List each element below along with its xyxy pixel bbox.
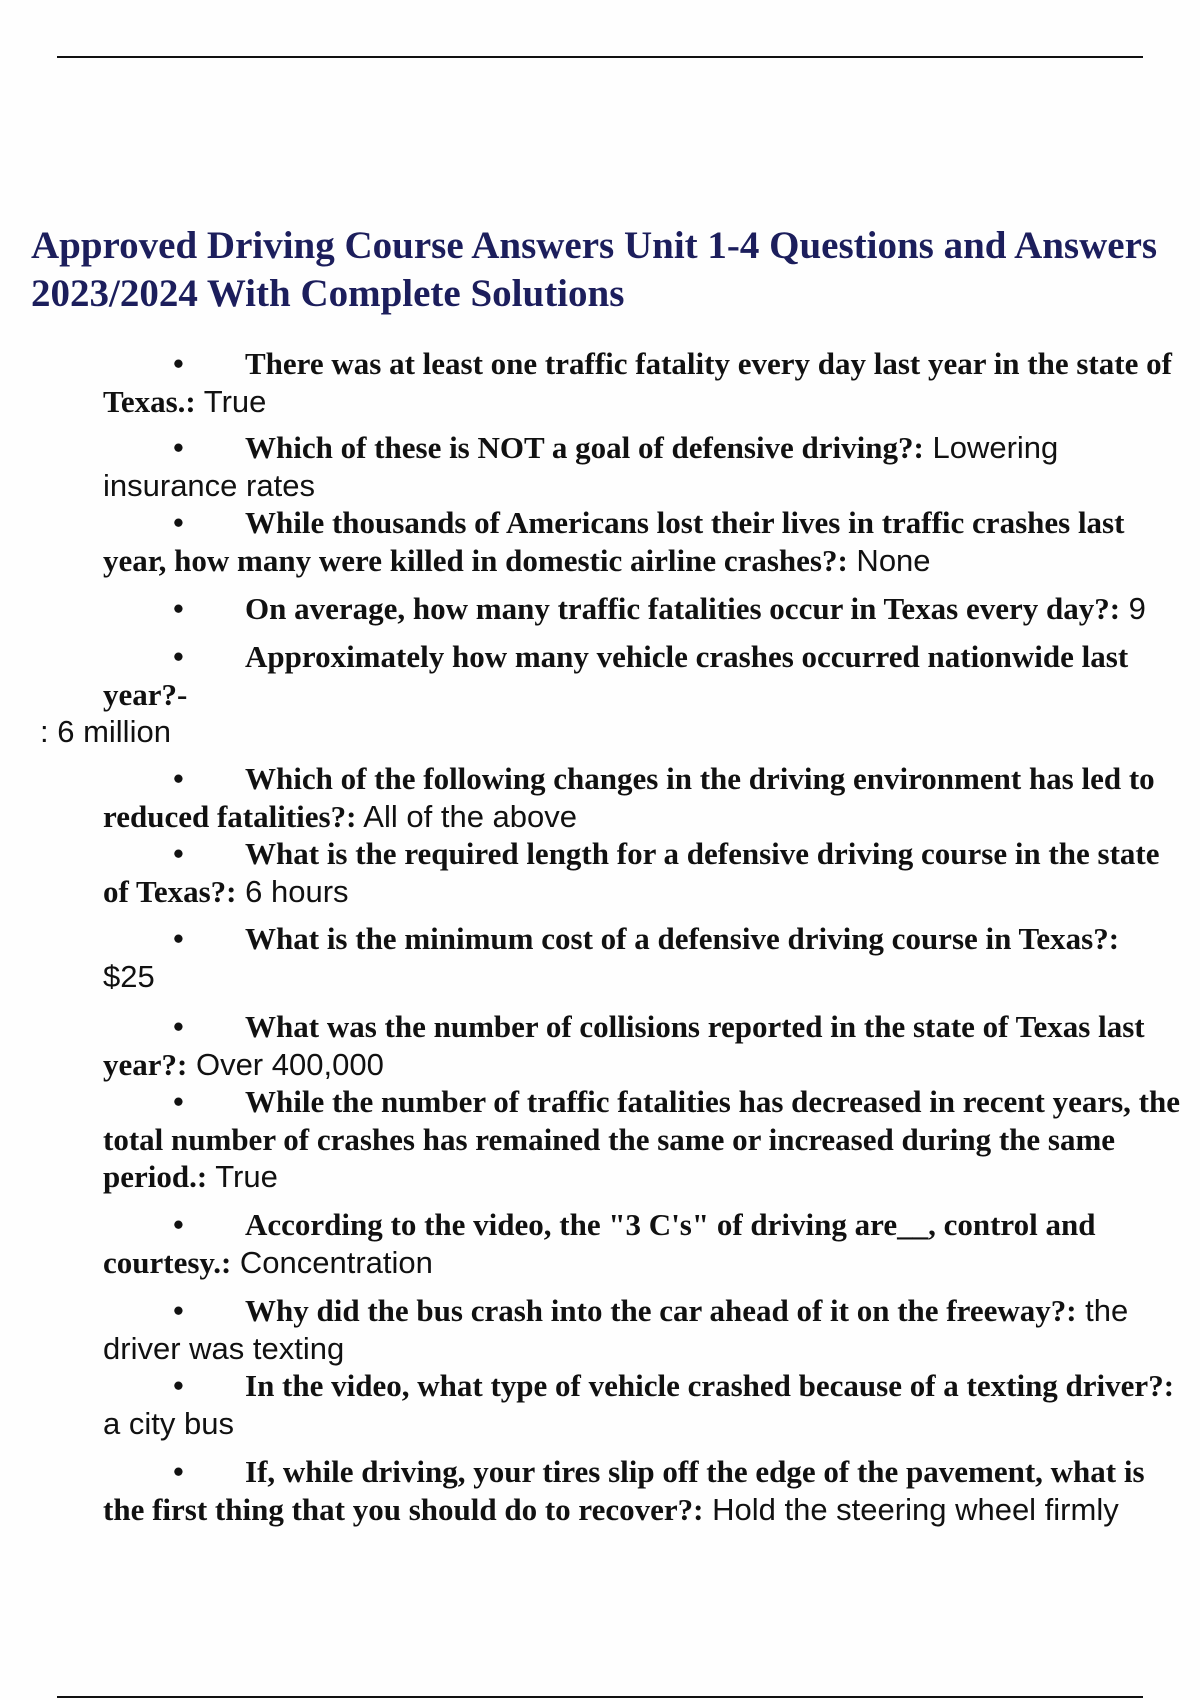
bullet: •: [173, 430, 184, 465]
question-text: What was the number of collisions reported in the state of Texas last year?:: [103, 1009, 1145, 1082]
bullet: •: [173, 1368, 184, 1403]
bullet: •: [173, 836, 184, 871]
list-item: [103, 429, 1193, 504]
bullet: •: [173, 921, 184, 956]
question-text: While thousands of Americans lost their lives in traffic crashes last year, how many were killed in domestic airline crashes?:: [103, 505, 1125, 578]
answer-text: : 6 million: [40, 714, 171, 749]
list-item: [103, 1083, 1193, 1196]
answer-text: None: [847, 542, 931, 578]
answer-text: True: [207, 1159, 278, 1194]
bullet: •: [173, 591, 184, 626]
bullet: •: [173, 639, 184, 674]
answer-text: the driver was texting: [103, 1293, 1129, 1366]
answer-text: a city bus: [103, 1405, 234, 1441]
question-text: Approximately how many vehicle crashes occurred nationwide last year?-: [103, 639, 1129, 712]
list-item: [103, 1292, 1193, 1367]
answer-text: 9: [1120, 591, 1146, 626]
list-item: [103, 835, 1193, 910]
question-text: Which of these is NOT a goal of defensive driving?:: [245, 430, 924, 465]
answer-text: True: [195, 383, 267, 419]
list-item: [103, 345, 1193, 420]
question-text: If, while driving, your tires slip off the edge of the pavement, what is the first thing that you should do to recover?:: [103, 1454, 1145, 1527]
answer-text: Hold the steering wheel firmly: [703, 1491, 1119, 1527]
bullet: •: [173, 1009, 184, 1044]
question-text: What is the minimum cost of a defensive driving course in Texas?:: [245, 921, 1120, 956]
bullet: •: [173, 1084, 184, 1119]
question-text: Why did the bus crash into the car ahead of it on the freeway?:: [245, 1293, 1077, 1328]
question-text: On average, how many traffic fatalities occur in Texas every day?:: [245, 591, 1121, 626]
list-item: [103, 1008, 1193, 1083]
answer-text: 6 hours: [236, 873, 349, 909]
answer-text: $25: [103, 958, 155, 994]
bullet: •: [173, 346, 184, 381]
bullet: •: [173, 1454, 184, 1489]
bullet: •: [173, 505, 184, 540]
answer-text: Lowering insurance rates: [103, 430, 1059, 503]
bullet: •: [173, 761, 184, 796]
title-line: Approved Driving Course Answers Unit 1-4 Questions and Answers: [31, 224, 1158, 267]
list-item: [103, 1206, 1193, 1281]
list-item: [103, 1453, 1193, 1528]
list-item: [103, 920, 1193, 995]
question-text: What is the required length for a defensive driving course in the state of Texas?:: [103, 836, 1160, 909]
question-text: While the number of traffic fatalities has decreased in recent years, the total number of crashes has remained the same or increased during the same period.:: [103, 1084, 1180, 1194]
bullet: •: [173, 1207, 184, 1242]
bullet: •: [173, 1293, 184, 1328]
question-text: Which of the following changes in the driving environment has led to reduced fatalities?:: [103, 761, 1155, 834]
list-item: [103, 504, 1193, 579]
question-text: There was at least one traffic fatality every day last year in the state of Texas.:: [103, 346, 1172, 419]
answer-text: Concentration: [231, 1244, 433, 1280]
bottom-rule: [57, 1696, 1143, 1698]
list-item: [103, 590, 1193, 628]
list-item: [103, 1367, 1193, 1442]
question-text: According to the video, the "3 C's" of driving are__, control and courtesy.:: [103, 1207, 1096, 1280]
list-item: [103, 760, 1193, 835]
list-item: [40, 638, 1193, 749]
question-text: In the video, what type of vehicle crashed because of a texting driver?:: [245, 1368, 1175, 1403]
answer-text: Over 400,000: [187, 1046, 384, 1082]
answer-text: All of the above: [356, 798, 578, 834]
title-line: 2023/2024 With Complete Solutions: [31, 272, 625, 315]
